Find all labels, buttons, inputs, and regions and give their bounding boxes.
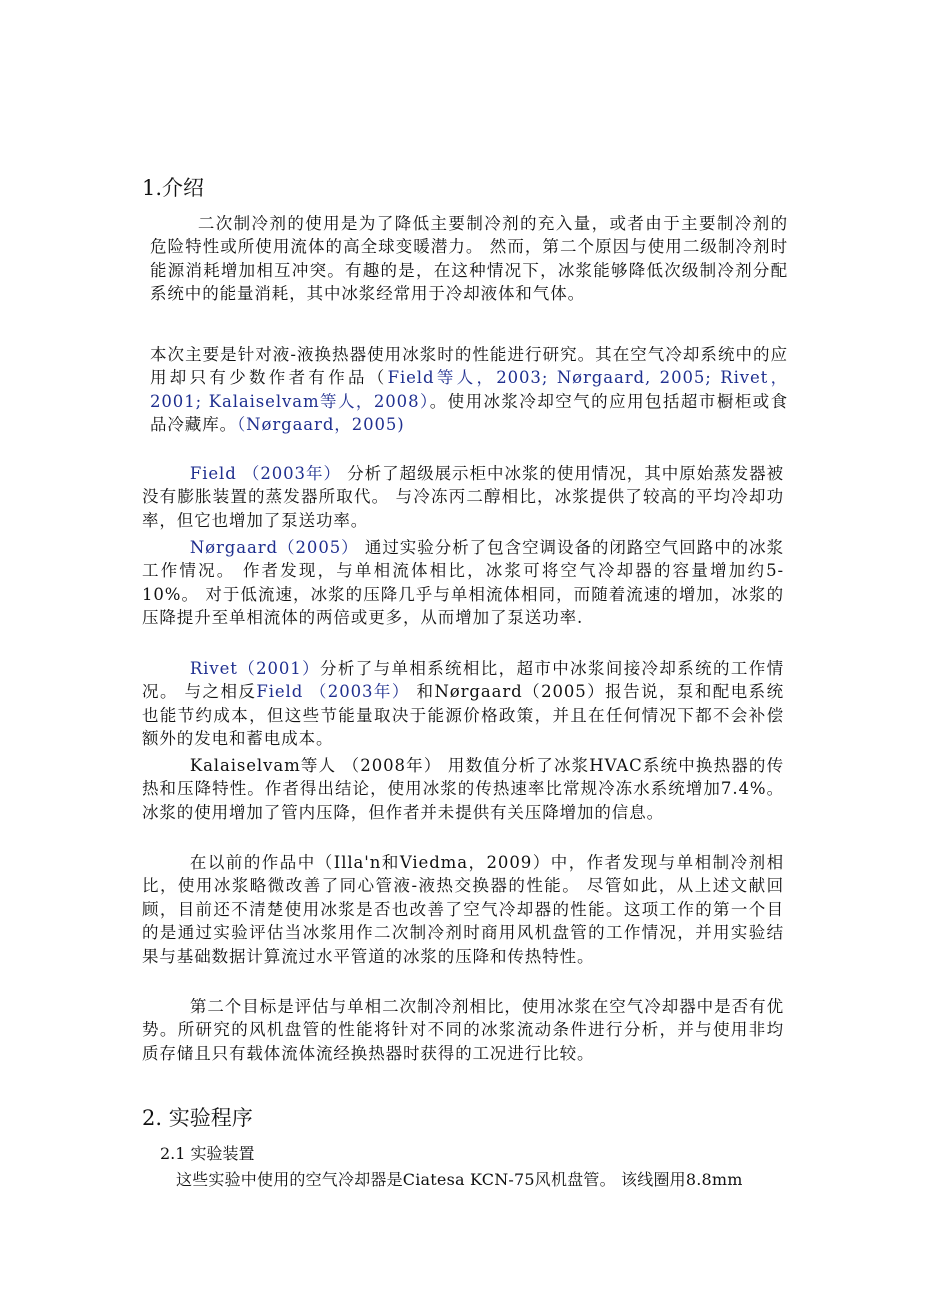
- paragraph-4-text: 通过实验分析了包含空调设备的闭路空气回路中的冰浆工作情况。 作者发现，与单相流体相比，冰浆可将空气冷却器的容量增加约5-10%。 对于低流速，冰浆的压降几乎与单相流体相同，而随着流速的增加，冰浆的压降提升至单相流体的两倍或更多，从而增加了泵送功率.: [142, 538, 784, 628]
- citation-link[interactable]: Field （2003年）: [256, 682, 410, 702]
- citation-link[interactable]: Field （2003年）: [189, 464, 341, 483]
- paragraph-6: Kalaiselvam等人 （2008年） 用数值分析了冰浆HVAC系统中换热器的传热和压降特性。作者得出结论，使用冰浆的传热速率比常规冷冻水系统增加7.4%。冰浆的使用增加了管内压降，但作者并未提供有关压降增加的信息。: [142, 756, 784, 822]
- section-heading-experimental-procedure: 2. 实验程序: [142, 1106, 253, 1130]
- paragraph-4: [142, 536, 784, 630]
- citation-link[interactable]: Nørgaard（2005）: [189, 538, 359, 557]
- section-heading-introduction: 1.介绍: [142, 176, 205, 200]
- paragraph-3: [142, 462, 784, 532]
- citation-link[interactable]: Rivet（2001）: [189, 659, 321, 678]
- paragraph-5-text-b: 和Nørgaard（2005）报告说，泵和配电系统也能节约成本，但这些节能量取决于能源价格政策，并且在任何情况下都不会补偿额外的发电和蓄电成本。: [142, 682, 785, 749]
- paragraph-5: [142, 657, 784, 751]
- paragraph-2: [150, 343, 788, 437]
- paragraph-5-text-a: 分析了与单相系统相比，超市中冰浆间接冷却系统的工作情况。 与之相反: [142, 659, 784, 702]
- paragraph-setup: 这些实验中使用的空气冷却器是Ciatesa KCN-75风机盘管。 该线圈用8.8mm: [176, 1170, 743, 1189]
- paragraph-7: 在以前的作品中（Illa'n和Viedma，2009）中，作者发现与单相制冷剂相比，使用冰浆略微改善了同心管液-液热交换器的性能。 尽管如此，从上述文献回顾，目前还不清楚使用冰浆是否也改善了空气冷却器的性能。这项工作的第一个目的是通过实验评估当冰浆用作二次制冷剂时商用风机盘管的工作情况，并用实验结果与基础数据计算流过水平管道的冰浆的压降和传热特性。: [142, 853, 784, 966]
- citation-link[interactable]: Field等人，2003; Nørgaard, 2005; Rivet，2001; Kalaiselvam等人，2008）: [150, 368, 788, 411]
- paragraph-2-text-b: 。使用冰浆冷却空气的应用包括超市橱柜或食品冷藏库。: [150, 391, 789, 435]
- paragraph-2-text-a: 本次主要是针对液-液换热器使用冰浆时的性能进行研究。其在空气冷却系统中的应用却只有少数作者有作品（: [150, 345, 788, 388]
- paragraph-3-text: 分析了超级展示柜中冰浆的使用情况，其中原始蒸发器被没有膨胀装置的蒸发器所取代。 与冷冻丙二醇相比，冰浆提供了较高的平均冷却功率，但它也增加了泵送功率。: [142, 464, 784, 530]
- paragraph-1: 二次制冷剂的使用是为了降低主要制冷剂的充入量，或者由于主要制冷剂的危险特性或所使用流体的高全球变暖潜力。 然而，第二个原因与使用二级制冷剂时能源消耗增加相互冲突。有趣的是，在这种情况下，冰浆能够降低次级制冷剂分配系统中的能量消耗，其中冰浆经常用于冷却液体和气体。: [150, 214, 788, 304]
- citation-link[interactable]: （Nørgaard，2005): [237, 415, 405, 435]
- subsection-heading-setup: 2.1 实验装置: [160, 1144, 255, 1163]
- paragraph-8: 第二个目标是评估与单相二次制冷剂相比，使用冰浆在空气冷却器中是否有优势。所研究的风机盘管的性能将针对不同的冰浆流动条件进行分析，并与使用非均质存储且只有载体流体流经换热器时获得的工况进行比较。: [142, 997, 784, 1063]
